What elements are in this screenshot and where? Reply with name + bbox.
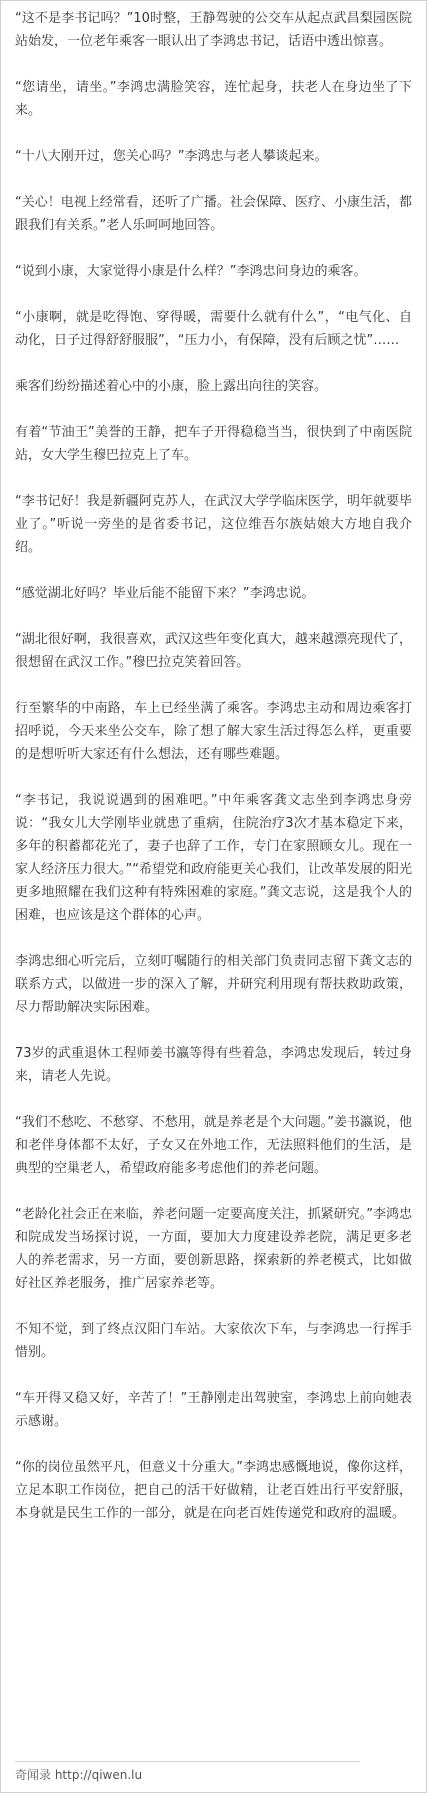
article-paragraph-8: 有着“节油王”美誉的王静，把车子开得稳稳当当，很快到了中南医院站，女大学生穆巴拉克上了车。: [15, 425, 412, 463]
article-paragraph-13: “李书记，我说说遇到的困难吧。”中年乘客龚文志坐到李鸿忠身旁说：“我女儿大学刚毕业就患了重病，住院治疗3次才基本稳定下来，多年的积蓄都花光了，妻子也辞了工作，专门在家照顾女儿。现在一家人经济压力很大。”“希望党和政府能更关心我们，让改革发展的阳光更多地照耀在我们这种有特殊困难的家庭。”龚文志说，这是我个人的困难，也应该是这个群体的心声。: [15, 793, 412, 923]
article-paragraph-10: “感觉湖北好吗？毕业后能不能留下来？”李鸿忠说。: [15, 586, 315, 601]
article-paragraph-15: 73岁的武重退休工程师姜书瀛等得有些着急，李鸿忠发现后，转过身来，请老人先说。: [15, 1046, 412, 1084]
article-paragraph-18: 不知不觉，到了终点汉阳门车站。大家依次下车，与李鸿忠一行挥手惜别。: [15, 1322, 412, 1360]
article-paragraph-14: 李鸿忠细心听完后，立刻叮嘱随行的相关部门负责同志留下龚文志的联系方式，以做进一步的深入了解，并研究利用现有帮扶救助政策，尽力帮助解决实际困难。: [15, 954, 412, 1015]
article-paragraph-12: 行至繁华的中南路，车上已经坐满了乘客。李鸿忠主动和周边乘客打招呼说，今天来坐公交车，除了想了解大家生活过得怎么样，更重要的是想听听大家还有什么想法，还有哪些难题。: [15, 701, 412, 762]
article-paragraph-7: 乘客们纷纷描述着心中的小康，脸上露出向往的笑容。: [15, 379, 328, 394]
footer-divider: [15, 1761, 360, 1762]
article-paragraph-2: “您请坐，请坐。”李鸿忠满脸笑容，连忙起身，扶老人在身边坐了下来。: [15, 80, 412, 118]
article-body: [1, 1, 426, 1525]
article-paragraph-5: “说到小康，大家觉得小康是什么样？”李鸿忠问身边的乘客。: [15, 264, 367, 279]
article-paragraph-20: “你的岗位虽然平凡，但意义十分重大。”李鸿忠感慨地说，像你这样，立足本职工作岗位，把自己的活干好做精，让老百姓出行平安舒服，本身就是民生工作的一部分，就是在向老百姓传递党和政府的温暖。: [15, 1460, 412, 1521]
source-credit: 奇闻录 http://qiwen.lu: [15, 1768, 143, 1782]
article-paragraph-1: “这不是李书记吗？”10时整，王静驾驶的公交车从起点武昌梨园医院站始发，一位老年乘客一眼认出了李鸿忠书记，话语中透出惊喜。: [15, 11, 412, 49]
article-paragraph-4: “关心！电视上经常看，还听了广播。社会保障、医疗、小康生活，都跟我们有关系。”老人乐呵呵地回答。: [15, 195, 412, 233]
article-paragraph-19: “车开得又稳又好，辛苦了！”王静刚走出驾驶室，李鸿忠上前向她表示感谢。: [15, 1391, 412, 1429]
article-paragraph-17: “老龄化社会正在来临，养老问题一定要高度关注，抓紧研究。”李鸿忠和院成发当场探讨说，一方面，要加大力度建设养老院，满足更多老人的养老需求，另一方面，要创新思路，探索新的养老模式，比如做好社区养老服务，推广居家养老等。: [15, 1207, 412, 1291]
article-paragraph-6: “小康啊，就是吃得饱、穿得暖，需要什么就有什么”，“电气化、自动化，日子过得舒舒服服”，“压力小，有保障，没有后顾之忧”……: [15, 310, 412, 348]
article-paragraph-11: “湖北很好啊，我很喜欢，武汉这些年变化真大，越来越漂亮现代了，很想留在武汉工作。”穆巴拉克笑着回答。: [15, 632, 412, 670]
article-paragraph-16: “我们不愁吃、不愁穿、不愁用，就是养老是个大问题。”姜书瀛说，他和老伴身体都不太好，子女又在外地工作，无法照料他们的生活，是典型的空巢老人，希望政府能多考虑他们的养老问题。: [15, 1115, 412, 1176]
article-paragraph-3: “十八大刚开过，您关心吗？”李鸿忠与老人攀谈起来。: [15, 149, 328, 164]
article-paragraph-9: “李书记好！我是新疆阿克苏人，在武汉大学学临床医学，明年就要毕业了。”听说一旁坐的是省委书记，这位维吾尔族姑娘大方地自我介绍。: [15, 494, 412, 555]
